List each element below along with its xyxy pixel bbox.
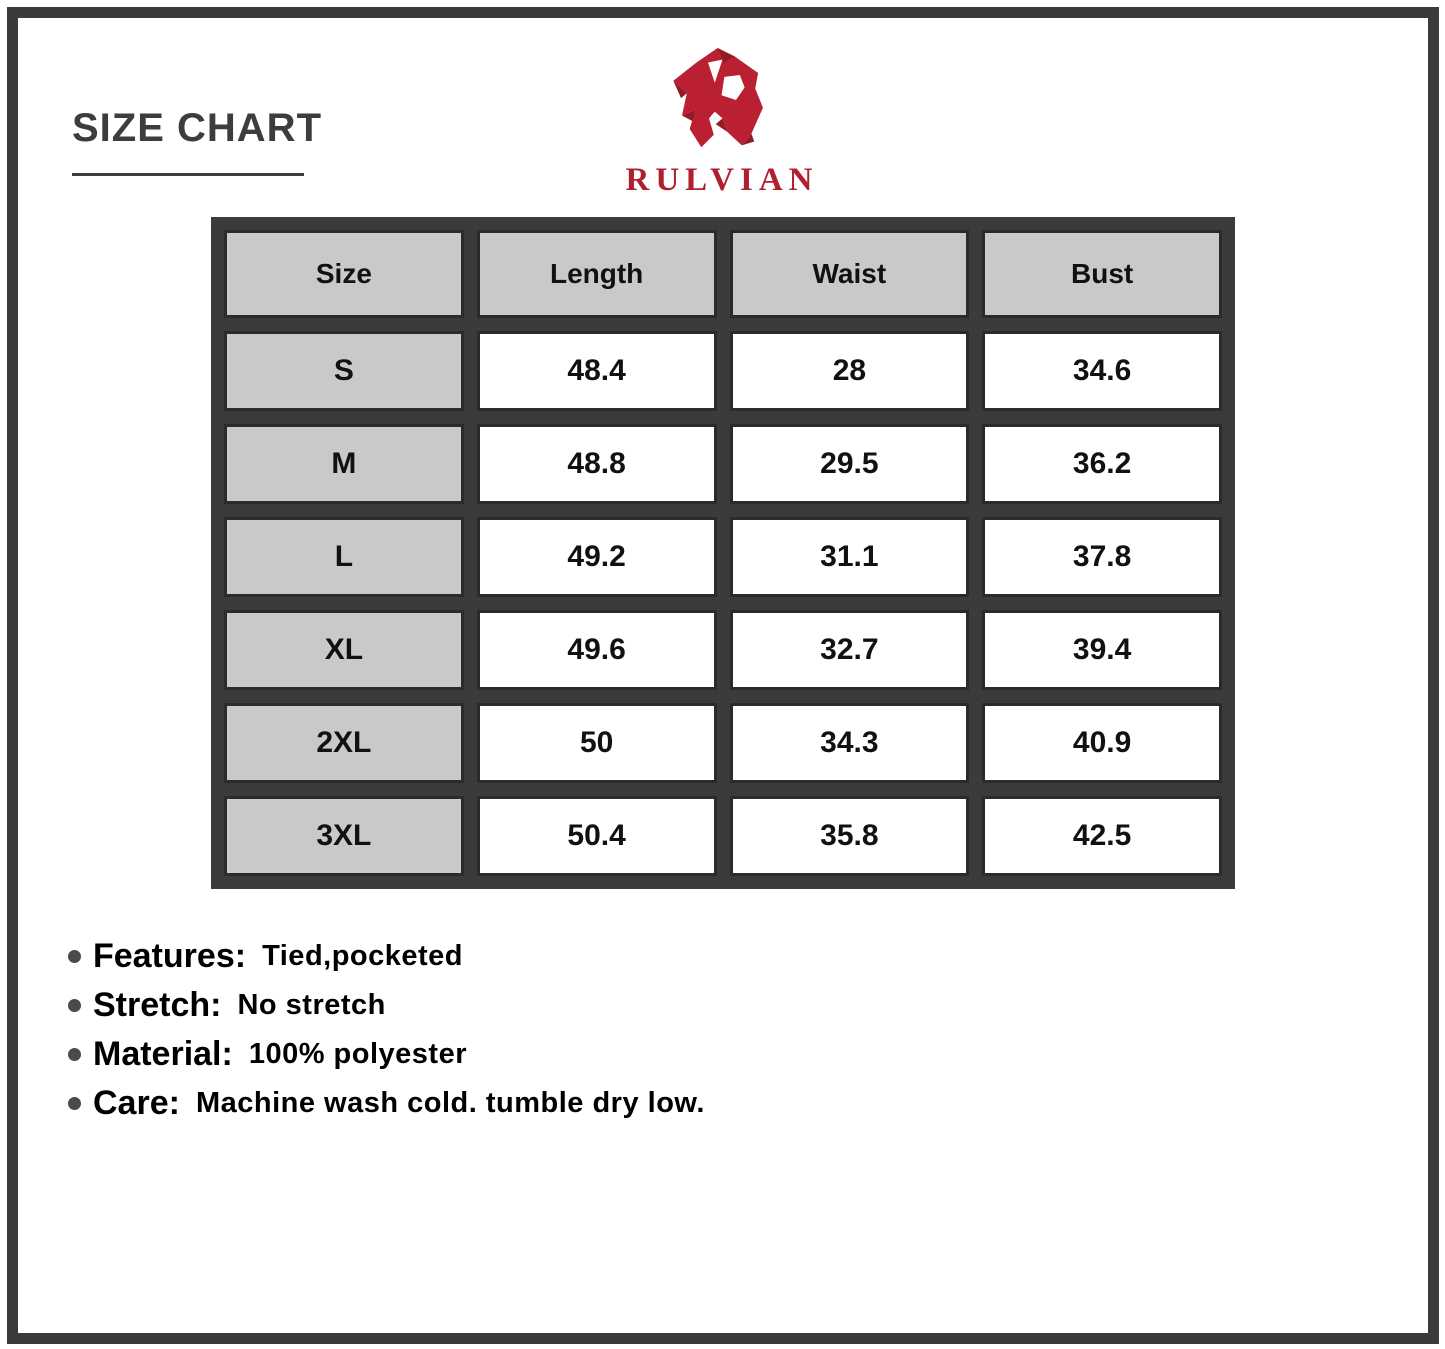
- list-item: [68, 985, 705, 1025]
- waist-cell: 34.3: [730, 703, 970, 783]
- table-header-row: [224, 230, 1222, 318]
- bust-cell: 39.4: [982, 610, 1222, 690]
- detail-value: No stretch: [237, 988, 386, 1021]
- list-item: [68, 1034, 705, 1074]
- size-label-cell: S: [224, 331, 464, 411]
- waist-cell: 32.7: [730, 610, 970, 690]
- length-cell: 50: [477, 703, 717, 783]
- size-label-cell: XL: [224, 610, 464, 690]
- table-row: [224, 517, 1222, 597]
- waist-cell: 35.8: [730, 796, 970, 876]
- length-cell: 48.4: [477, 331, 717, 411]
- length-cell: 49.6: [477, 610, 717, 690]
- column-header-size: Size: [224, 230, 464, 318]
- product-details-list: [68, 936, 705, 1132]
- column-header-waist: Waist: [730, 230, 970, 318]
- table-row: [224, 331, 1222, 411]
- detail-label: Material:: [93, 1034, 233, 1073]
- table-row: [224, 703, 1222, 783]
- bust-cell: 42.5: [982, 796, 1222, 876]
- bullet-icon: [68, 1048, 81, 1061]
- detail-value: 100% polyester: [248, 1037, 467, 1070]
- size-label-cell: 2XL: [224, 703, 464, 783]
- list-item: [68, 936, 705, 976]
- column-header-bust: Bust: [982, 230, 1222, 318]
- detail-label: Features:: [93, 936, 247, 975]
- size-label-cell: M: [224, 424, 464, 504]
- bust-cell: 40.9: [982, 703, 1222, 783]
- waist-cell: 28: [730, 331, 970, 411]
- bullet-icon: [68, 999, 81, 1012]
- bullet-icon: [68, 950, 81, 963]
- size-label-cell: L: [224, 517, 464, 597]
- waist-cell: 31.1: [730, 517, 970, 597]
- column-header-length: Length: [477, 230, 717, 318]
- brand-logo: [626, 48, 819, 199]
- table-row: [224, 796, 1222, 876]
- detail-label: Care:: [93, 1083, 180, 1122]
- list-item: [68, 1083, 705, 1123]
- length-cell: 49.2: [477, 517, 717, 597]
- brand-r-monogram-icon: [673, 48, 771, 154]
- bullet-icon: [68, 1097, 81, 1110]
- bust-cell: 37.8: [982, 517, 1222, 597]
- detail-value: Tied,pocketed: [262, 939, 464, 972]
- page-title: SIZE CHART: [72, 106, 322, 150]
- brand-wordmark: RULVIAN: [625, 162, 819, 198]
- detail-label: Stretch:: [93, 985, 222, 1024]
- title-block: [72, 106, 322, 176]
- length-cell: 48.8: [477, 424, 717, 504]
- bust-cell: 36.2: [982, 424, 1222, 504]
- table-row: [224, 610, 1222, 690]
- size-label-cell: 3XL: [224, 796, 464, 876]
- waist-cell: 29.5: [730, 424, 970, 504]
- bust-cell: 34.6: [982, 331, 1222, 411]
- title-underline: [72, 173, 304, 176]
- size-chart-table: [211, 217, 1235, 889]
- length-cell: 50.4: [477, 796, 717, 876]
- table-row: [224, 424, 1222, 504]
- detail-value: Machine wash cold. tumble dry low.: [195, 1086, 705, 1119]
